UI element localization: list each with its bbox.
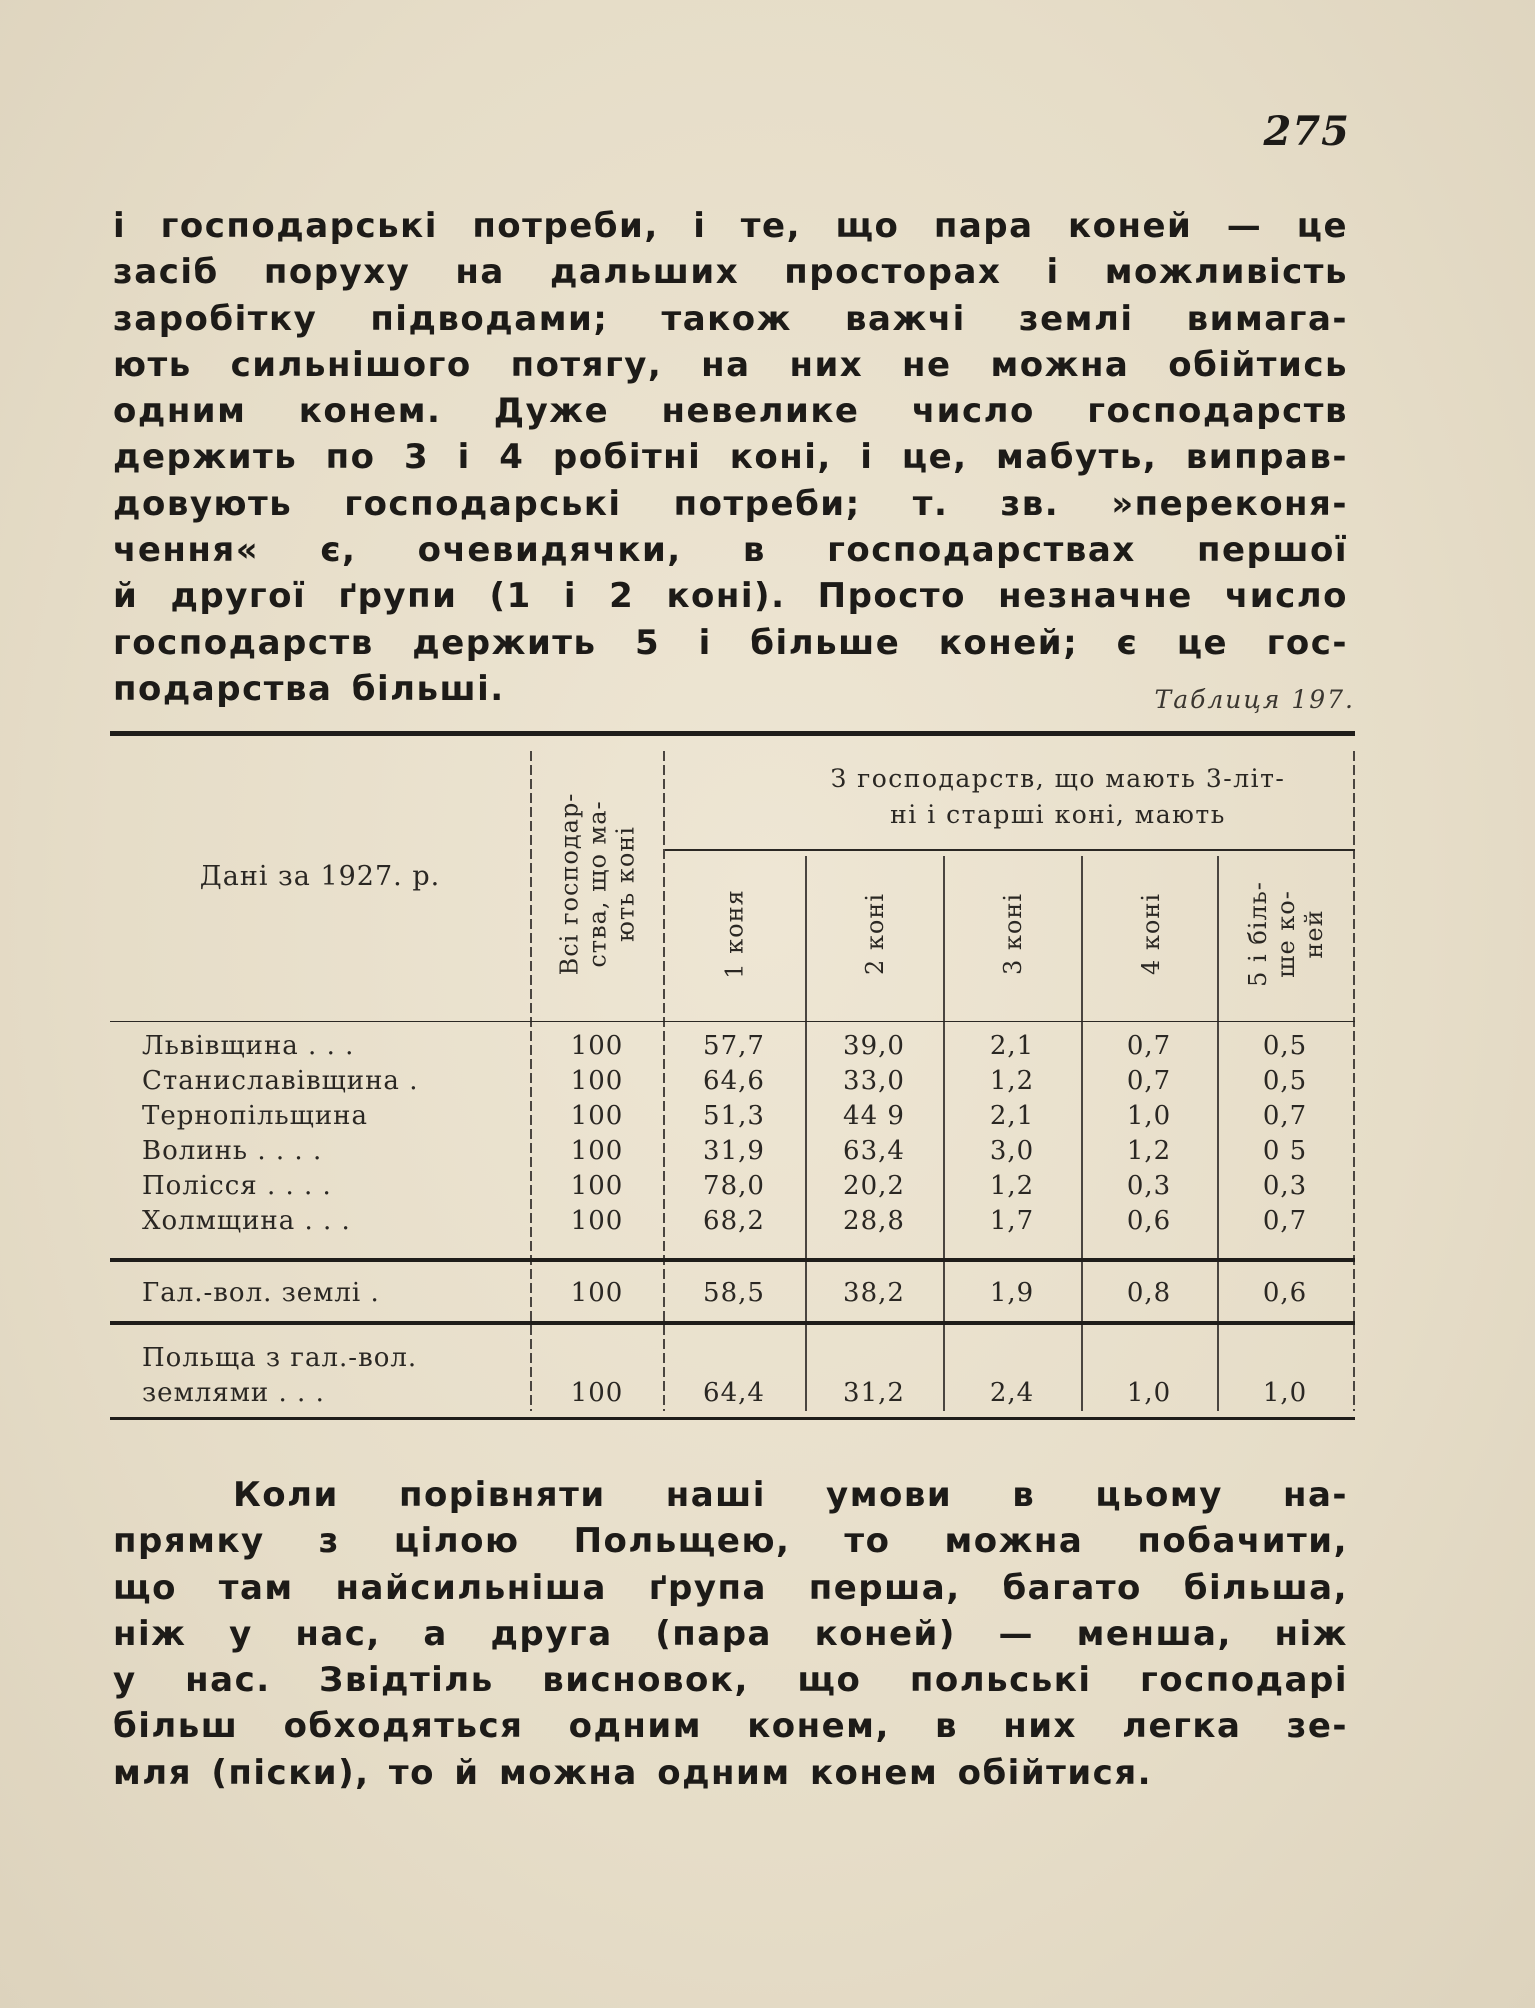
table-top-rule — [110, 731, 1355, 736]
text-line: Коли порівняти наші умови в цьому на- — [233, 1475, 1348, 1515]
table-cell-total: 1,9 — [989, 1278, 1035, 1308]
table-cell: 44 9 — [843, 1101, 905, 1131]
subheader-4-horses: 4 коні — [1137, 892, 1165, 975]
table-cell-total: 38,2 — [843, 1278, 905, 1308]
column-divider — [530, 751, 532, 1411]
text-line: і господарські потреби, і те, що пара коней — це — [113, 206, 1348, 246]
table-cell: 0,3 — [1262, 1171, 1308, 1201]
table-cell-poland: 64,4 — [703, 1378, 765, 1408]
column-divider — [1217, 856, 1219, 1411]
table-cell-poland: 31,2 — [843, 1378, 905, 1408]
text-line: ніж у нас, а друга (пара коней) — менша, ніж — [113, 1613, 1348, 1654]
total-rule-bottom — [110, 1321, 1355, 1325]
table-cell: 1,2 — [989, 1171, 1035, 1201]
table-cell: 64,6 — [703, 1066, 765, 1096]
table-cell: 31,9 — [703, 1136, 765, 1166]
text-line: держить по 3 і 4 робітні коні, і це, мабуть, виправ- — [113, 437, 1348, 478]
table-cell: 3,0 — [989, 1136, 1035, 1166]
text-line: довують господарські потреби; т. зв. »переконя- — [113, 483, 1348, 524]
column-divider — [943, 856, 945, 1411]
table-cell: 1,7 — [989, 1206, 1035, 1236]
subheader-1-horse: 1 коня — [720, 888, 749, 979]
table-cell: 28,8 — [843, 1206, 905, 1236]
statistics-table — [110, 731, 1355, 1421]
table-cell: 2,1 — [989, 1101, 1035, 1131]
table-cell-total: 0,8 — [1126, 1278, 1172, 1308]
text-line: у нас. Звідтіль висновок, що польські господарі — [113, 1660, 1348, 1701]
table-cell: 0,7 — [1126, 1066, 1172, 1096]
row-label: Полісся . . . . — [142, 1171, 332, 1201]
row-label: Станиславівщина . — [142, 1066, 419, 1096]
table-cell-poland: 1,0 — [1126, 1378, 1172, 1408]
row-label: Львівщина . . . — [142, 1031, 355, 1061]
table-bottom-rule — [110, 1417, 1355, 1420]
table-cell-total: 58,5 — [703, 1278, 765, 1308]
table-cell: 100 — [570, 1136, 624, 1166]
text-line: ють сильнішого потягу, на них не можна обійтись — [113, 344, 1348, 385]
subheader-2-horses: 2 коні — [861, 892, 889, 975]
table-cell-total: 100 — [570, 1278, 624, 1308]
table-cell: 20,2 — [843, 1171, 905, 1201]
table-cell: 1,2 — [1126, 1136, 1172, 1166]
table-cell: 78,0 — [703, 1171, 765, 1201]
text-line: чення« є, очевидячки, в господарствах першої — [113, 530, 1348, 571]
table-cell: 0,5 — [1262, 1066, 1308, 1096]
table-cell: 57,7 — [703, 1031, 765, 1061]
column-divider — [805, 856, 807, 1411]
header-all-farms: Всі господар- ства, що ма- ють коні — [555, 792, 640, 975]
table-cell: 100 — [570, 1066, 624, 1096]
text-line: мля (піски), то й можна одним конем обійтися. — [113, 1752, 1153, 1793]
text-line: засіб поруху на дальших просторах і можливість — [113, 252, 1348, 293]
table-cell-total: 0,6 — [1262, 1278, 1308, 1308]
subheader-3-horses: 3 коні — [999, 892, 1027, 975]
text-line: прямку з цілою Польщею, то можна побачити, — [113, 1521, 1348, 1562]
paragraph-upper — [113, 203, 1348, 712]
table-cell-poland: 100 — [570, 1378, 624, 1408]
table-cell: 0,5 — [1262, 1031, 1308, 1061]
total-rule-top — [110, 1258, 1355, 1262]
text-line: господарств держить 5 і більше коней; є це гос- — [113, 622, 1348, 663]
table-cell-poland: 2,4 — [989, 1378, 1035, 1408]
table-cell: 51,3 — [703, 1101, 765, 1131]
table-cell: 0,7 — [1126, 1031, 1172, 1061]
table-cell: 39,0 — [843, 1031, 905, 1061]
table-cell: 63,4 — [843, 1136, 905, 1166]
subheader-5-plus-horses: 5 і біль- ше ко- ней — [1244, 880, 1328, 987]
table-cell: 0 5 — [1262, 1136, 1308, 1166]
row-label-poland: землями . . . — [142, 1378, 325, 1408]
row-label: Волинь . . . . — [142, 1136, 323, 1166]
header-data-year: Дані за 1927. р. — [199, 861, 441, 892]
row-label: Холмщина . . . — [142, 1206, 351, 1236]
table-cell: 0,7 — [1262, 1101, 1308, 1131]
table-caption: Таблиця 197. — [1154, 685, 1355, 714]
table-cell: 33,0 — [843, 1066, 905, 1096]
page-number: 275 — [1263, 108, 1350, 155]
text-line: більш обходяться одним конем, в них легка зе- — [113, 1706, 1348, 1747]
table-cell: 68,2 — [703, 1206, 765, 1236]
table-cell: 0,6 — [1126, 1206, 1172, 1236]
table-cell: 100 — [570, 1101, 624, 1131]
header-bottom-rule — [110, 1021, 1355, 1022]
table-cell: 0,7 — [1262, 1206, 1308, 1236]
text-line: що там найсильніша ґрупа перша, багато більша, — [113, 1567, 1348, 1608]
header-group-rule — [665, 849, 1355, 851]
table-cell: 100 — [570, 1206, 624, 1236]
table-cell: 1,0 — [1126, 1101, 1172, 1131]
header-group: З господарств, що мають 3-літ- ні і старші коні, мають — [830, 764, 1286, 829]
table-cell: 1,2 — [989, 1066, 1035, 1096]
table-cell-poland: 1,0 — [1262, 1378, 1308, 1408]
text-line: одним конем. Дуже невелике число господарств — [113, 391, 1348, 432]
table-cell: 0,3 — [1126, 1171, 1172, 1201]
paragraph-lower — [113, 1472, 1348, 1796]
text-line: й другої ґрупи (1 і 2 коні). Просто незначне число — [113, 576, 1348, 617]
row-label-poland: Польща з гал.-вол. — [142, 1343, 418, 1373]
table-cell: 2,1 — [989, 1031, 1035, 1061]
row-label-total: Гал.-вол. землі . — [142, 1278, 380, 1308]
row-label: Тернопільщина — [142, 1101, 369, 1131]
column-divider — [1081, 856, 1083, 1411]
table-cell: 100 — [570, 1031, 624, 1061]
text-line: подарства більші. — [113, 668, 505, 709]
table-cell: 100 — [570, 1171, 624, 1201]
text-line: заробітку підводами; також важчі землі вимага- — [113, 298, 1348, 339]
